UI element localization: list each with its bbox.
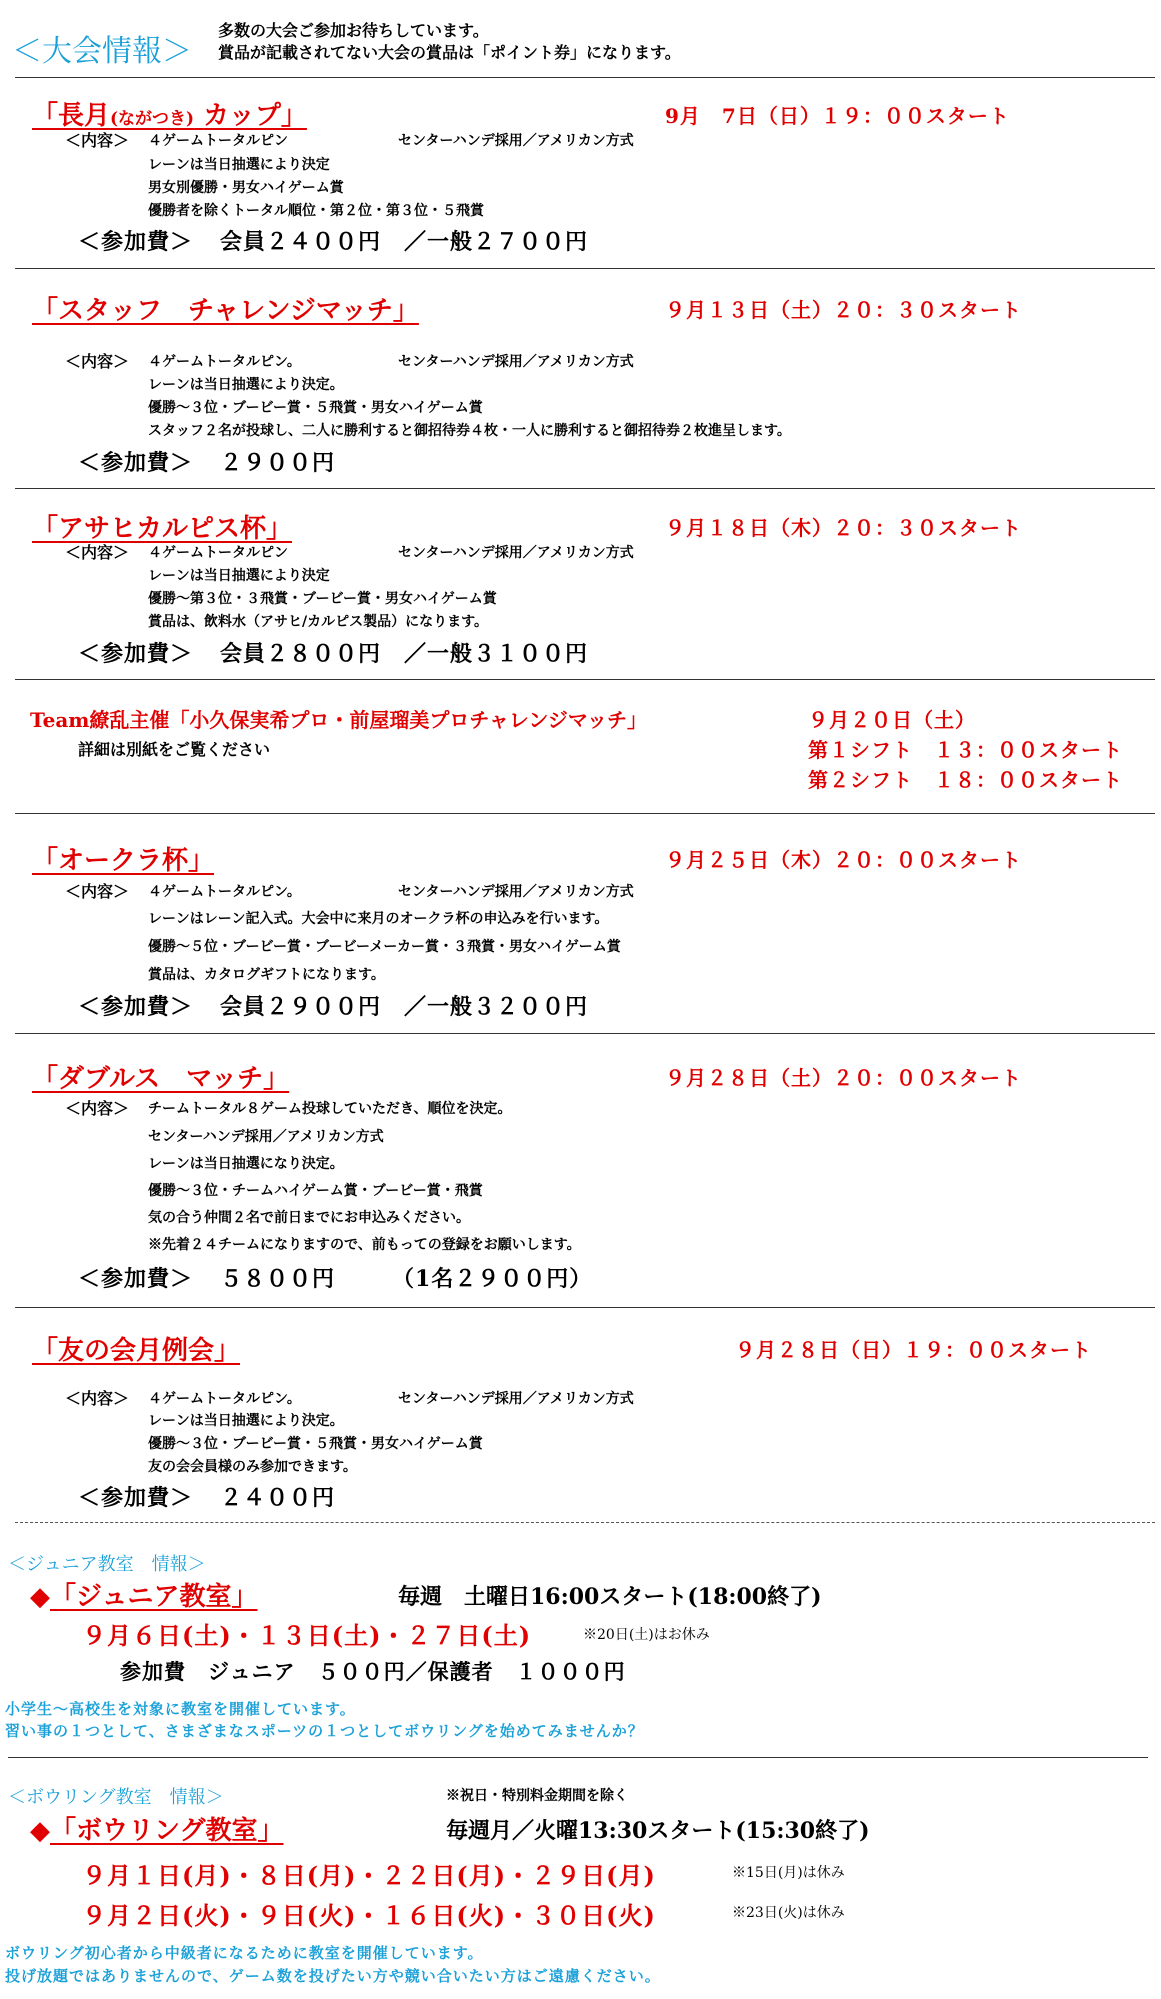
handicap-rule: センターハンデ採用／アメリカン方式 xyxy=(398,1391,634,1407)
fee-value: 会員２８００円 ／一般３１００円 xyxy=(220,641,589,667)
tournament-date: ９月２５日（木）２０：００スタート xyxy=(665,848,1022,872)
tournament-date: ９月１８日（木）２０：３０スタート xyxy=(665,516,1022,540)
content-label: ＜内容＞ xyxy=(65,1099,130,1118)
junior-section-heading: ＜ジュニア教室 情報＞ xyxy=(8,1554,206,1575)
content-label: ＜内容＞ xyxy=(65,131,130,150)
fee-label: ＜参加費＞ xyxy=(78,450,194,476)
tournament-date: ９月２８日（日）１９：００スタート xyxy=(735,1338,1092,1362)
divider xyxy=(15,1033,1155,1034)
detail-line: 優勝者を除くトータル順位・第２位・第３位・５飛賞 xyxy=(148,203,484,219)
junior-schedule: 毎週 土曜日16:00スタート(18:00終了) xyxy=(398,1584,822,1610)
bowling-schedule: 毎週月／火曜13:30スタート(15:30終了) xyxy=(446,1818,870,1844)
detail-line: レーンは当日抽選により決定 xyxy=(148,568,330,584)
fee-label: ＜参加費＞ xyxy=(78,1485,194,1511)
junior-class-title: ◆「ジュニア教室」 xyxy=(30,1582,258,1612)
diamond-bullet-icon: ◆ xyxy=(30,1816,50,1846)
detail-line: レーンはレーン記入式。大会中に来月のオークラ杯の申込みを行います。 xyxy=(148,911,609,927)
detail-line: レーンは当日抽選により決定。 xyxy=(148,377,344,393)
fee-label: ＜参加費＞ xyxy=(78,1266,194,1292)
junior-fee: 参加費 ジュニア ５００円／保護者 １０００円 xyxy=(120,1659,626,1684)
tournament-title: 「オークラ杯」 xyxy=(32,846,215,876)
junior-description: 小学生～高校生を対象に教室を開催しています。 xyxy=(5,1700,356,1718)
content-label: ＜内容＞ xyxy=(65,882,130,901)
game-format: ４ゲームトータルピン xyxy=(148,545,288,561)
header-line-2: 賞品が記載されてない大会の賞品は「ポイント券」になります。 xyxy=(218,43,681,62)
fee-value: 会員２４００円 ／一般２７００円 xyxy=(220,229,589,255)
handicap-rule: センターハンデ採用／アメリカン方式 xyxy=(398,354,634,370)
game-format: ４ゲームトータルピン。 xyxy=(148,1391,301,1407)
detail-line: レーンは当日抽選になり決定。 xyxy=(148,1156,344,1172)
bowling-tuesday-dates: ９月２日(火)・９日(火)・１６日(火)・３０日(火) xyxy=(82,1901,656,1930)
tournament-title: 「友の会月例会」 xyxy=(32,1336,241,1366)
tournament-title: 「ダブルス マッチ」 xyxy=(32,1064,290,1094)
content-label: ＜内容＞ xyxy=(65,352,130,371)
diamond-bullet-icon: ◆ xyxy=(30,1582,50,1612)
fee-label: ＜参加費＞ xyxy=(78,641,194,667)
detail-line: レーンは当日抽選により決定 xyxy=(148,157,330,173)
fee-value: 会員２９００円 ／一般３２００円 xyxy=(220,994,589,1020)
divider xyxy=(15,488,1155,489)
handicap-rule: センターハンデ採用／アメリカン方式 xyxy=(398,133,634,149)
game-format: ４ゲームトータルピン。 xyxy=(148,354,301,370)
detail-line: 優勝～３位・ブービー賞・５飛賞・男女ハイゲーム賞 xyxy=(148,1436,483,1452)
detail-line: スタッフ２名が投球し、二人に勝利すると御招待券４枚・一人に勝利すると御招待券２枚進呈します。 xyxy=(148,423,791,439)
fee-note: （1名２９００円） xyxy=(392,1266,593,1292)
holiday-note: ※祝日・特別料金期間を除く xyxy=(446,1788,628,1804)
tournament-date: ９月１３日（土）２０：３０スタート xyxy=(665,298,1022,322)
detail-line: 男女別優勝・男女ハイゲーム賞 xyxy=(148,180,344,196)
bowling-description: ボウリング初心者から中級者になるために教室を開催しています。 xyxy=(5,1944,484,1962)
page-title: ＜大会情報＞ xyxy=(12,34,192,69)
tournament-date: 9月 7日（日）１９：００スタート xyxy=(665,104,1010,128)
detail-note: 詳細は別紙をご覧ください xyxy=(78,740,271,759)
handicap-rule: センターハンデ採用／アメリカン方式 xyxy=(398,545,634,561)
content-label: ＜内容＞ xyxy=(65,543,130,562)
game-format: チームトータル８ゲーム投球していただき、順位を決定。 xyxy=(148,1101,512,1117)
divider-dashed xyxy=(15,1522,1155,1523)
fee-value: ２４００円 xyxy=(220,1485,336,1511)
fee-label: ＜参加費＞ xyxy=(78,994,194,1020)
detail-line: 優勝～３位・チームハイゲーム賞・ブービー賞・飛賞 xyxy=(148,1183,483,1199)
junior-dates: ９月６日(土)・１３日(土)・２７日(土) xyxy=(82,1621,532,1650)
fee-value: ５８００円 xyxy=(220,1266,336,1292)
content-label: ＜内容＞ xyxy=(65,1389,130,1408)
detail-line: 賞品は、カタログギフトになります。 xyxy=(148,967,385,983)
bowling-class-title: ◆「ボウリング教室」 xyxy=(30,1816,284,1846)
shift-2-time: 第２シフト １８：００スタート xyxy=(808,768,1123,792)
game-format: ４ゲームトータルピン xyxy=(148,133,288,149)
tournament-title: 「長月(ながつき) カップ」 xyxy=(32,101,307,131)
bowling-monday-dates: ９月１日(月)・８日(月)・２２日(月)・２９日(月) xyxy=(82,1861,656,1890)
divider xyxy=(15,679,1155,680)
junior-description: 習い事の１つとして、さまざまなスポーツの１つとしてボウリングを始めてみませんか？ xyxy=(5,1722,644,1740)
bowling-section-heading: ＜ボウリング教室 情報＞ xyxy=(8,1787,224,1808)
detail-line: 気の合う仲間２名で前日までにお申込みください。 xyxy=(148,1210,470,1226)
tuesday-note: ※23日(火)は休み xyxy=(732,1905,845,1921)
bowling-description: 投げ放題ではありませんので、ゲーム数を投げたい方や競い合いたい方はご遠慮ください。 xyxy=(5,1967,661,1985)
junior-dates-note: ※20日(土)はお休み xyxy=(583,1627,710,1643)
fee-label: ＜参加費＞ xyxy=(78,229,194,255)
detail-line: センターハンデ採用／アメリカン方式 xyxy=(148,1129,384,1145)
divider xyxy=(8,1757,1148,1758)
detail-line: 優勝～３位・ブービー賞・５飛賞・男女ハイゲーム賞 xyxy=(148,400,483,416)
header-line-1: 多数の大会ご参加お待ちしています。 xyxy=(218,21,489,40)
detail-line: 優勝～５位・ブービー賞・ブービーメーカー賞・３飛賞・男女ハイゲーム賞 xyxy=(148,939,621,955)
detail-line: ※先着２４チームになりますので、前もっての登録をお願いします。 xyxy=(148,1237,581,1253)
detail-line: 賞品は、飲料水（アサヒ/カルピス製品）になります。 xyxy=(148,614,488,630)
tournament-title: 「アサヒカルピス杯」 xyxy=(32,514,293,544)
tournament-title: 「スタッフ チャレンジマッチ」 xyxy=(32,296,419,326)
detail-line: 友の会会員様のみ参加できます。 xyxy=(148,1459,357,1475)
monday-note: ※15日(月)は休み xyxy=(732,1865,845,1881)
shift-1-time: 第１シフト １３：００スタート xyxy=(808,738,1123,762)
detail-line: レーンは当日抽選により決定。 xyxy=(148,1413,344,1429)
tournament-date: ９月２０日（土） xyxy=(808,708,976,732)
fee-value: ２９００円 xyxy=(220,450,336,476)
divider xyxy=(15,1307,1155,1308)
game-format: ４ゲームトータルピン。 xyxy=(148,884,301,900)
detail-line: 優勝～第３位・３飛賞・ブービー賞・男女ハイゲーム賞 xyxy=(148,591,497,607)
divider xyxy=(15,77,1155,78)
tournament-date: ９月２８日（土）２０：００スタート xyxy=(665,1066,1022,1090)
handicap-rule: センターハンデ採用／アメリカン方式 xyxy=(398,884,634,900)
tournament-title: Team繚乱主催「小久保実希プロ・前屋瑠美プロチャレンジマッチ」 xyxy=(30,708,648,732)
divider xyxy=(15,268,1155,269)
divider xyxy=(15,813,1155,814)
